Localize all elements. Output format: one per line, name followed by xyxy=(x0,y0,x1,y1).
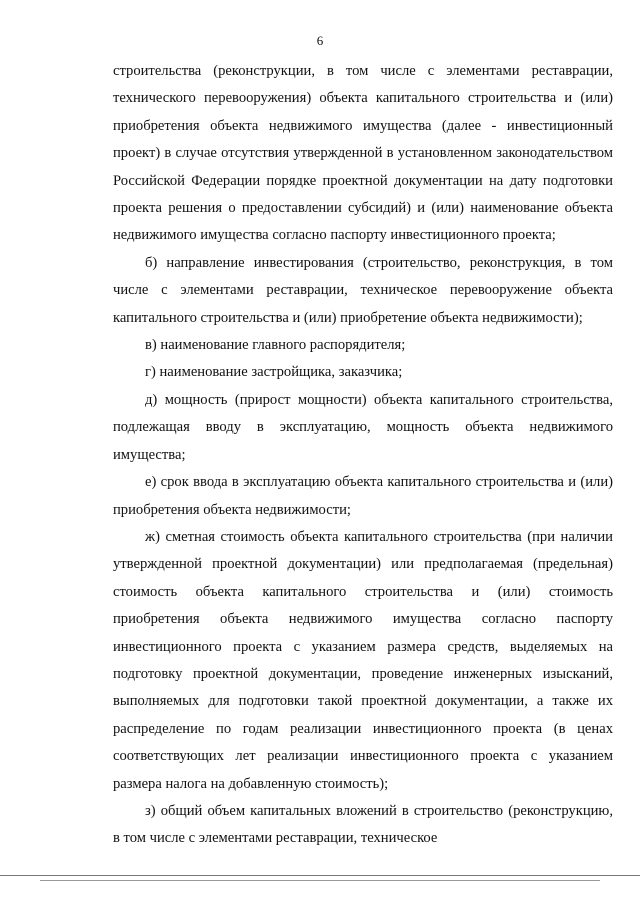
paragraph-item-g: г) наименование застройщика, заказчика; xyxy=(145,364,403,381)
paragraph-item-zh: ж) сметная стоимость объекта капитального строительства (при наличии утвержденной проектной документации) или предполагаемая (предельная) стоимость объекта капитального строительства и (или) стоимость приобретения объекта недвижимого имущества согласно паспорту инвестиционного проекта с указанием размера средств, выделяемых на подготовку проектной документации, проведение инженерных изысканий, выполняемых для подготовки такой проектной документации, а также их распределение по годам реализации инвестиционного проекта (в ценах соответствующих лет реализации инвестиционного проекта с указанием размера налога на добавленную стоимость); xyxy=(113,528,613,792)
paragraph-item-d: д) мощность (прирост мощности) объекта капитального строительства, подлежащая вводу в эксплуатацию, мощность объекта недвижимого имущества; xyxy=(113,391,613,463)
paragraph-item-e: е) срок ввода в эксплуатацию объекта капитального строительства и (или) приобретения объекта недвижимости; xyxy=(113,474,613,518)
paragraph-continuation: строительства (реконструкции, в том числе с элементами реставрации, технического перевооружения) объекта капитального строительства и (или) приобретения объекта недвижимого имущества (далее - инвестиционный проект) в случае отсутствия утвержденной в установленном законодательством Российской Федерации порядке проектной документации на дату подготовки проекта решения о предоставлении субсидий) и (или) наименование объекта недвижимого имущества согласно паспорту инвестиционного проекта; xyxy=(113,63,613,244)
scan-edge-line xyxy=(0,875,640,876)
page-number: 6 xyxy=(316,33,324,48)
document-body xyxy=(113,58,613,853)
paragraph-item-v: в) наименование главного распорядителя; xyxy=(145,337,406,354)
scan-edge-line xyxy=(40,880,600,881)
paragraph-item-b: б) направление инвестирования (строительство, реконструкция, в том числе с элементами реставрации, техническое перевооружение объекта капитального строительства и (или) приобретение объекта недвижимости); xyxy=(113,254,613,326)
paragraph-item-z: з) общий объем капитальных вложений в строительство (реконструкцию, в том числе с элементами реставрации, техническое xyxy=(113,802,613,847)
